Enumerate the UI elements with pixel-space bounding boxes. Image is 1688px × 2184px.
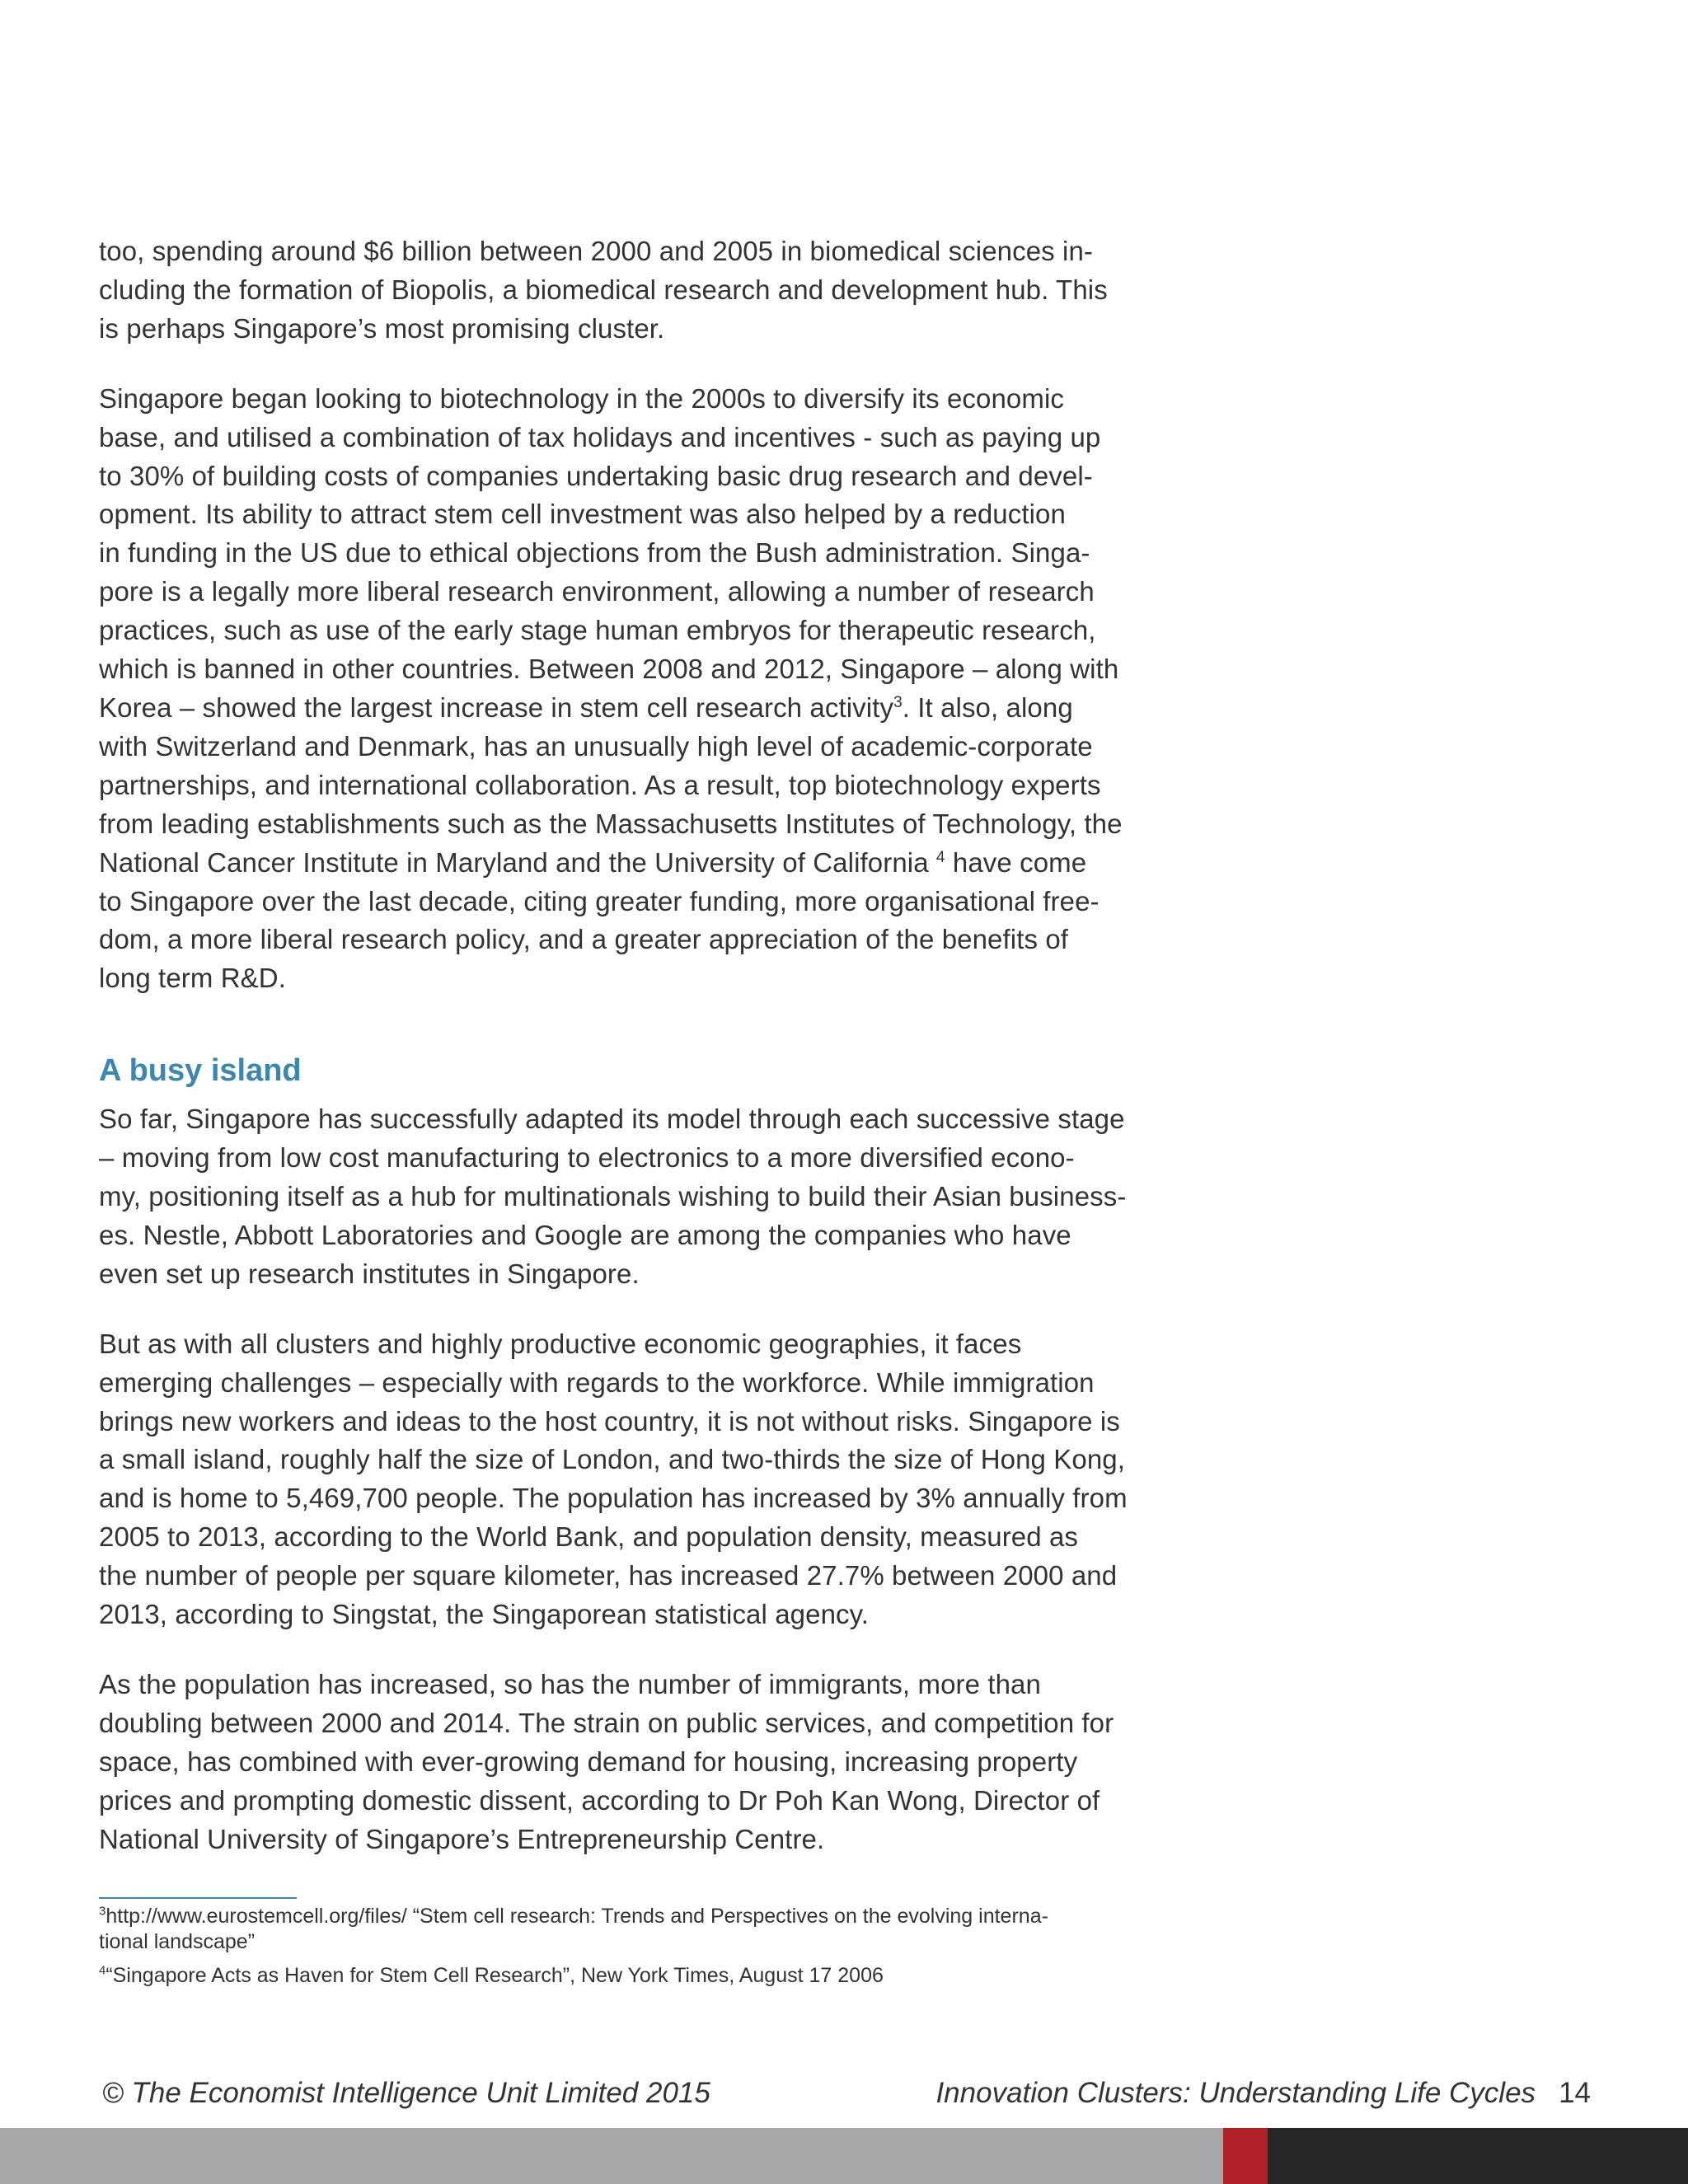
text-line: with Switzerland and Denmark, has an unusually high level of academic-corporate [99,730,1093,762]
text-line: a small island, roughly half the size of London, and two-thirds the size of Hong Kong, [99,1444,1125,1475]
text-segment: . It also, along [902,691,1073,723]
footnote-ref-3: 3 [893,693,903,711]
footnote-divider [99,1897,297,1899]
bar-grey-segment [0,2128,1223,2184]
text-line: brings new workers and ideas to the host country, it is not without risks. Singapore is [99,1405,1120,1436]
footer-color-bar [0,2128,1688,2184]
main-content [99,232,1230,1891]
text-line: space, has combined with ever-growing demand for housing, increasing property [99,1746,1078,1777]
paragraph-2 [99,380,1230,999]
text-line: So far, Singapore has successfully adapted its model through each successive stage [99,1104,1125,1135]
paragraph-3 [99,1100,1230,1294]
paragraph-4 [99,1325,1230,1634]
text-line: 2013, according to Singstat, the Singaporean statistical agency. [99,1599,870,1630]
text-line: emerging challenges – especially with regards to the workforce. While immigration [99,1366,1095,1398]
text-line: But as with all clusters and highly productive economic geographies, it faces [99,1328,1022,1359]
text-line: Singapore began looking to biotechnology in the 2000s to diversify its economic [99,382,1064,414]
text-line: base, and utilised a combination of tax holidays and incentives - such as paying up [99,421,1101,452]
text-line: National University of Singapore’s Entrepreneurship Centre. [99,1823,825,1854]
footnote-link-text[interactable]: http://www.eurostemcell.org/files/ “Stem cell research: Trends and Perspectives on the evolving interna- [106,1905,1048,1928]
text-line: dom, a more liberal research policy, and a greater appreciation of the benefits of [99,924,1069,955]
text-line: – moving from low cost manufacturing to electronics to a more diversified econo- [99,1142,1075,1174]
text-line: opment. Its ability to attract stem cell investment was also helped by a reduction [99,499,1066,530]
footnote-ref-4: 4 [935,848,945,866]
text-segment: Korea – showed the largest increase in stem cell research activity [99,691,894,723]
paragraph-5 [99,1666,1230,1859]
text-line: my, positioning itself as a hub for multinationals wishing to build their Asian business- [99,1181,1127,1212]
footnote-line: tional landscape” [99,1930,256,1953]
text-line: in funding in the US due to ethical objections from the Bush administration. Singa- [99,537,1090,569]
text-line: partnerships, and international collaboration. As a result, top biotechnology experts [99,769,1101,800]
text-line: es. Nestle, Abbott Laboratories and Google are among the companies who have [99,1219,1071,1250]
text-line: doubling between 2000 and 2014. The strain on public services, and competition for [99,1707,1114,1738]
footnote-line [99,1963,1236,1989]
bar-red-segment [1223,2128,1268,2184]
footnote-number: 3 [99,1904,106,1919]
footnote-4 [99,1963,1236,1989]
text-line: and is home to 5,469,700 people. The population has increased by 3% annually from [99,1483,1128,1514]
footnote-number: 4 [99,1963,106,1978]
text-line-with-footnote-ref [99,689,1230,728]
text-line: the number of people per square kilometer, has increased 27.7% between 2000 and [99,1560,1118,1591]
text-line: prices and prompting domestic dissent, according to Dr Poh Kan Wong, Director of [99,1784,1100,1816]
text-segment: National Cancer Institute in Maryland and the University of California [99,846,936,878]
footer-copyright: © The Economist Intelligence Unit Limited 2015 [102,2077,710,2109]
paragraph-1 [99,232,1230,349]
text-line: pore is a legally more liberal research environment, allowing a number of research [99,576,1095,607]
footer-report-title: Innovation Clusters: Understanding Life Cycles [935,2077,1536,2109]
footer-right [935,2077,1591,2110]
text-line: which is banned in other countries. Between 2008 and 2012, Singapore – along with [99,654,1119,685]
text-line: is perhaps Singapore’s most promising cluster. [99,312,665,344]
text-line: even set up research institutes in Singapore. [99,1258,640,1289]
text-line: to 30% of building costs of companies undertaking basic drug research and devel- [99,460,1093,491]
text-line: As the population has increased, so has the number of immigrants, more than [99,1669,1041,1699]
text-line: from leading establishments such as the Massachusetts Institutes of Technology, the [99,808,1123,839]
footnote-text: “Singapore Acts as Haven for Stem Cell Research”, New York Times, August 17 2006 [106,1964,884,1987]
text-line: cluding the formation of Biopolis, a biomedical research and development hub. This [99,274,1108,305]
bar-dark-segment [1268,2128,1688,2184]
footnote-line [99,1904,1236,1929]
page-number: 14 [1559,2077,1591,2109]
text-segment: have come [945,846,1087,878]
footnote-3 [99,1904,1236,1955]
text-line: practices, such as use of the early stage human embryos for therapeutic research, [99,615,1096,646]
text-line-with-footnote-ref [99,844,1230,883]
text-line: too, spending around $6 billion between 2000 and 2005 in biomedical sciences in- [99,236,1094,266]
text-line: 2005 to 2013, according to the World Bank, and population density, measured as [99,1521,1079,1553]
section-heading: A busy island [99,1053,302,1089]
text-line: to Singapore over the last decade, citing greater funding, more organisational free- [99,885,1100,916]
text-line: long term R&D. [99,963,286,994]
footnotes [99,1904,1236,1997]
